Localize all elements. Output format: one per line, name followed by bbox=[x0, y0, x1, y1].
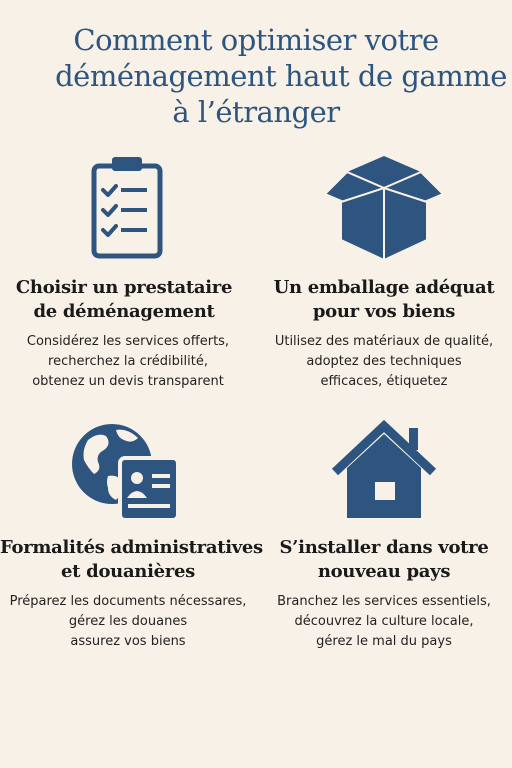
card-title-line: de déménagement bbox=[33, 301, 215, 322]
card-title bbox=[0, 536, 263, 584]
card-title-line: S’installer dans votre bbox=[279, 537, 489, 558]
card-desc-line: adoptez des techniques bbox=[306, 354, 462, 369]
card-desc-line: obtenez un devis transparent bbox=[32, 374, 224, 389]
clipboard-checklist-icon bbox=[83, 152, 173, 262]
card-settle-in bbox=[256, 418, 512, 652]
card-desc-line: assurez vos biens bbox=[70, 634, 186, 649]
card-title-line: nouveau pays bbox=[317, 561, 451, 582]
card-formalities bbox=[0, 418, 263, 652]
title-line-2: déménagement haut de gamme bbox=[55, 59, 507, 93]
card-packing bbox=[256, 152, 512, 392]
card-description bbox=[0, 332, 256, 392]
house-icon bbox=[329, 418, 439, 524]
title-line-3: à l’étranger bbox=[172, 95, 340, 129]
card-desc-line: Préparez les documents nécessares, bbox=[9, 594, 247, 609]
card-title bbox=[256, 276, 512, 324]
card-desc-line: recherchez la crédibilité, bbox=[48, 354, 208, 369]
card-title-line: Formalités administratives bbox=[0, 537, 263, 558]
card-title-line: et douanières bbox=[61, 561, 195, 582]
card-title-line: pour vos biens bbox=[312, 301, 456, 322]
card-desc-line: efficaces, étiquetez bbox=[320, 374, 448, 389]
globe-id-card-icon bbox=[68, 418, 188, 524]
page-title bbox=[0, 22, 512, 130]
card-desc-line: Branchez les services essentiels, bbox=[277, 594, 491, 609]
card-title bbox=[256, 536, 512, 584]
card-description bbox=[0, 592, 256, 652]
card-desc-line: Utilisez des matériaux de qualité, bbox=[274, 334, 494, 349]
open-box-icon bbox=[319, 152, 449, 262]
card-description bbox=[256, 332, 512, 392]
card-desc-line: gérez le mal du pays bbox=[316, 634, 452, 649]
card-title-line: Choisir un prestataire bbox=[15, 277, 233, 298]
card-title bbox=[0, 276, 256, 324]
card-desc-line: Considérez les services offerts, bbox=[26, 334, 230, 349]
card-title-line: Un emballage adéquat bbox=[273, 277, 495, 298]
card-choose-mover bbox=[0, 152, 256, 392]
card-desc-line: découvrez la culture locale, bbox=[294, 614, 474, 629]
card-desc-line: gérez les douanes bbox=[68, 614, 188, 629]
card-description bbox=[256, 592, 512, 652]
title-line-1: Comment optimiser votre bbox=[73, 23, 439, 57]
